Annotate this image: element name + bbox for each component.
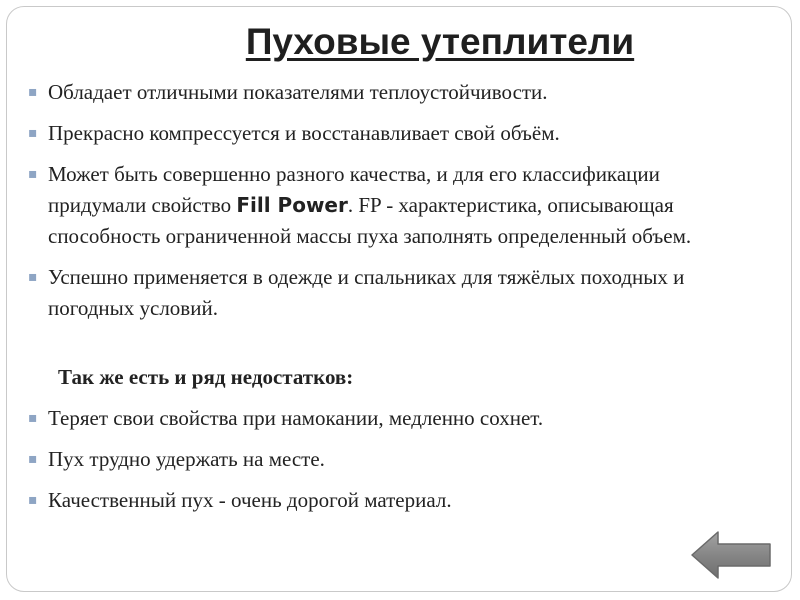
list-item-text: Пух трудно удержать на месте. — [48, 447, 325, 471]
slide-content — [23, 77, 763, 526]
list-item — [23, 485, 763, 516]
bullet-icon: ▪ — [28, 166, 38, 182]
bullet-icon: ▪ — [28, 451, 38, 467]
fill-power-term: Fill Power — [236, 193, 348, 217]
list-item — [23, 262, 763, 324]
bullet-icon: ▪ — [28, 84, 38, 100]
list-item — [23, 403, 763, 434]
list-item-text: Прекрасно компрессуется и восстанавливает свой объём. — [48, 121, 560, 145]
advantages-list — [23, 77, 763, 324]
bullet-icon: ▪ — [28, 492, 38, 508]
disadvantages-heading: Так же есть и ряд недостатков: — [58, 365, 354, 389]
slide-title: Пуховые утеплители — [245, 21, 635, 62]
list-item-text: Успешно применяется в одежде и спальниках для тяжёлых походных и погодных условий. — [48, 265, 685, 320]
list-item — [23, 444, 763, 475]
back-button[interactable] — [690, 530, 772, 580]
arrow-left-icon — [690, 530, 772, 580]
bullet-icon: ▪ — [28, 269, 38, 285]
list-item-text: Теряет свои свойства при намокании, медленно сохнет. — [48, 406, 544, 430]
bullet-icon: ▪ — [28, 125, 38, 141]
list-item — [23, 118, 763, 149]
list-item — [23, 159, 763, 252]
slide — [6, 6, 792, 592]
fill-power-text-before: Может быть совершенно разного качества, и для его классификации придумали свойство — [48, 162, 660, 217]
spacer — [23, 334, 763, 362]
bullet-icon: ▪ — [28, 410, 38, 426]
list-item-text: Обладает отличными показателями теплоустойчивости. — [48, 80, 548, 104]
list-item-text: Качественный пух - очень дорогой материал. — [48, 488, 452, 512]
disadvantages-list — [23, 403, 763, 516]
fill-power-text-after: . FP - характеристика, описывающая способность ограниченной массы пуха заполнять определенный объем. — [48, 193, 692, 248]
list-item — [23, 77, 763, 108]
